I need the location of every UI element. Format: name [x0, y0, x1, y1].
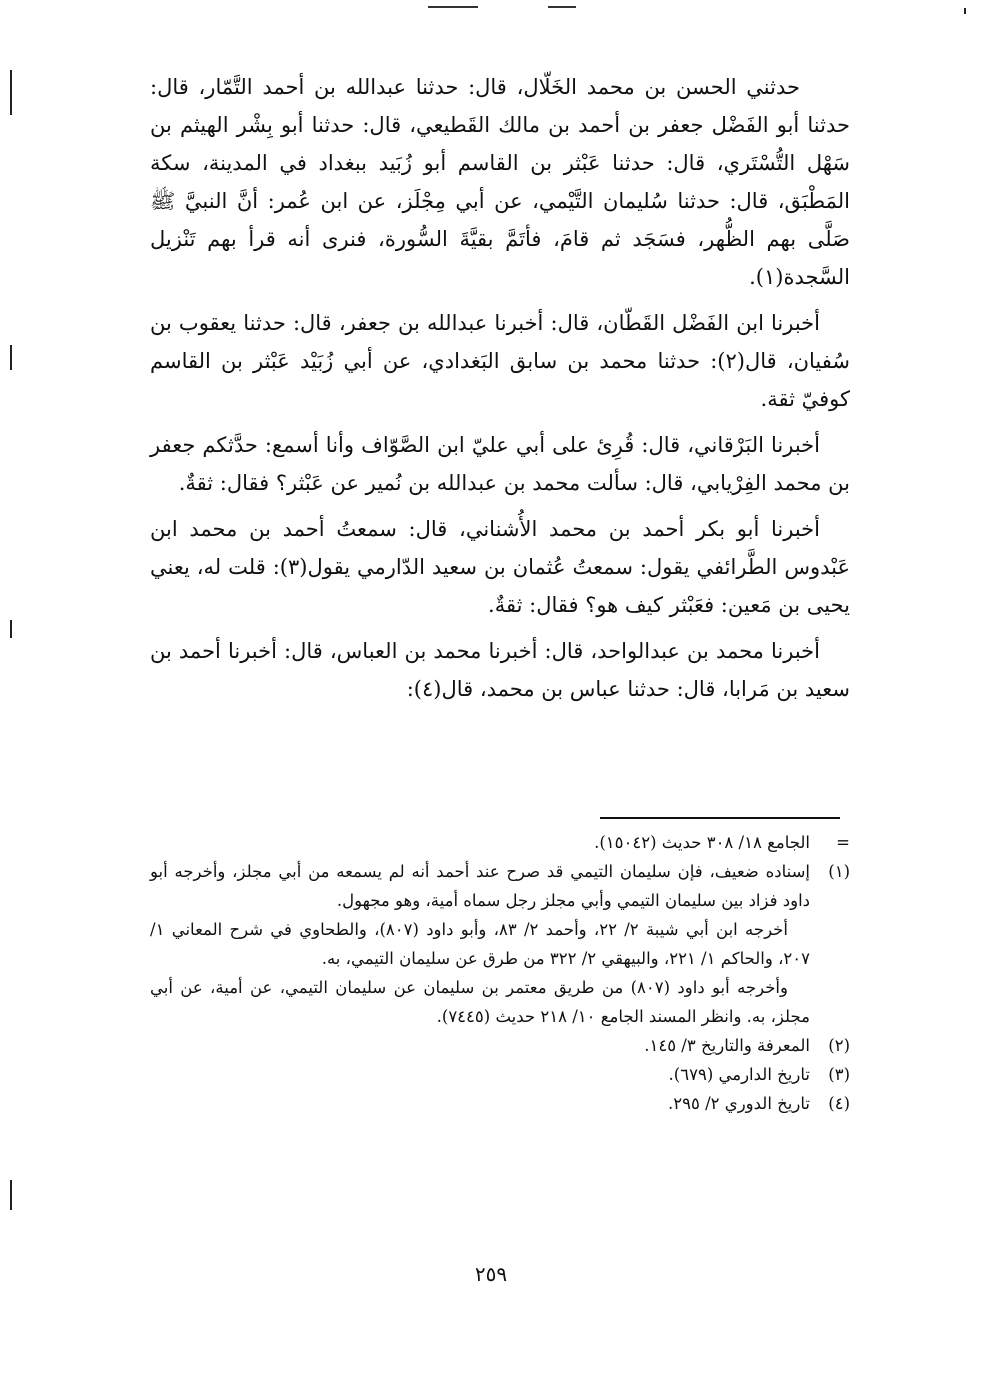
scan-edge-mark [10, 1180, 12, 1210]
footnote-number: (٢) [828, 1036, 850, 1055]
footnote-continuation [150, 828, 850, 857]
footnote-text: إسناده ضعيف، فإن سليمان التيمي قد صرح عند أحمد أنه لم يسمعه من أبي مجلز، وأخرجه أبو داود فزاد بين سليمان التيمي وأبي مجلز رجل سماه أمية، وهو مجهول. [150, 862, 810, 910]
scan-edge-mark [10, 345, 12, 370]
continuation-mark: = [836, 833, 850, 852]
footnote-text: الجامع ١٨/ ٣٠٨ حديث (١٥٠٤٢). [594, 833, 810, 852]
footnote-number: (٣) [828, 1065, 850, 1084]
paragraph: أخبرنا ابن الفَضْل القَطّان، قال: أخبرنا عبدالله بن جعفر، قال: حدثنا يعقوب بن سُفيان، قال(٢): حدثنا محمد بن سابق البَغدادي، عن أبي زُبَيْد عَبْثر بن القاسم كوفيّ ثقة. [150, 311, 850, 411]
page-number: ٢٥٩ [474, 1262, 508, 1286]
footnote-3 [150, 1060, 850, 1089]
scan-top-rule [548, 6, 576, 8]
scan-top-rule [428, 6, 478, 8]
footnote-text: أخرجه ابن أبي شيبة ٢/ ٢٢، وأحمد ٢/ ٨٣، وأبو داود (٨٠٧)، والطحاوي في شرح المعاني ١/ ٢٠٧، والحاكم ١/ ٢٢١، والبيهقي ٢/ ٣٢٢ من طرق عن سليمان التيمي، به. [150, 920, 810, 968]
main-text [150, 68, 850, 716]
paragraph: أخبرنا أبو بكر أحمد بن محمد الأُشناني، قال: سمعتُ أحمد بن محمد ابن عَبْدوس الطَّرائفي يقول: سمعتُ عُثمان بن سعيد الدّارمي يقول(٣): قلت له، يعني يحيى بن مَعين: فعَبْثر كيف هو؟ فقال: ثقةٌ. [150, 517, 851, 617]
footnote-text: وأخرجه أبو داود (٨٠٧) من طريق معتمر بن سليمان عن سليمان التيمي، عن أمية، عن أبي مجلز، به. وانظر المسند الجامع ١٠/ ٢١٨ حديث (٧٤٤٥). [150, 978, 810, 1026]
footnote-body [150, 857, 810, 1031]
footnote-text: المعرفة والتاريخ ٣/ ١٤٥. [644, 1036, 810, 1055]
footnote-text: تاريخ الدارمي (٦٧٩). [668, 1065, 810, 1084]
footnote-1 [150, 857, 850, 1031]
footnote-2 [150, 1031, 850, 1060]
footnote-number: (٤) [828, 1094, 850, 1113]
paragraph: أخبرنا محمد بن عبدالواحد، قال: أخبرنا محمد بن العباس، قال: أخبرنا أحمد بن سعيد بن مَرابا، قال: حدثنا عباس بن محمد، قال(٤): [150, 639, 850, 701]
footnote-separator [600, 817, 840, 819]
footnote-text: تاريخ الدوري ٢/ ٢٩٥. [668, 1094, 810, 1113]
footnote-4 [150, 1089, 850, 1118]
footnote-number: (١) [828, 862, 850, 881]
footnotes [150, 828, 850, 1118]
scan-edge-mark [10, 70, 12, 115]
scan-edge-mark [10, 620, 12, 638]
paragraph: أخبرنا البَرْقاني، قال: قُرِئ على أبي عليّ ابن الصَّوّاف وأنا أسمع: حدَّثكم جعفر بن محمد الفِرْيابي، قال: سألت محمد بن عبدالله بن نُمير عن عَبْثر؟ فقال: ثقةٌ. [150, 433, 850, 495]
paragraph: حدثني الحسن بن محمد الخَلّال، قال: حدثنا عبدالله بن أحمد التَّمّار، قال: حدثنا أبو الفَضْل جعفر بن أحمد بن مالك القَطيعي، قال: حدثنا أبو بِشْر الهيثم بن سَهْل التُّسْتَري، قال: حدثنا عَبْثر بن القاسم أبو زُبَيد ببغداد في المدينة، سكة المَطْبَق، قال: حدثنا سُليمان التَّيْمي، عن أبي مِجْلَز، عن ابن عُمر: أنَّ النبيَّ ﷺ صَلَّى بهم الظُّهر، فسَجَد ثم قامَ، فأتَمَّ بقيَّةَ السُّورة، فنرى أنه قرأ بهم تَنْزيل السَّجدة(١). [150, 75, 850, 289]
scan-edge-mark [964, 8, 966, 14]
